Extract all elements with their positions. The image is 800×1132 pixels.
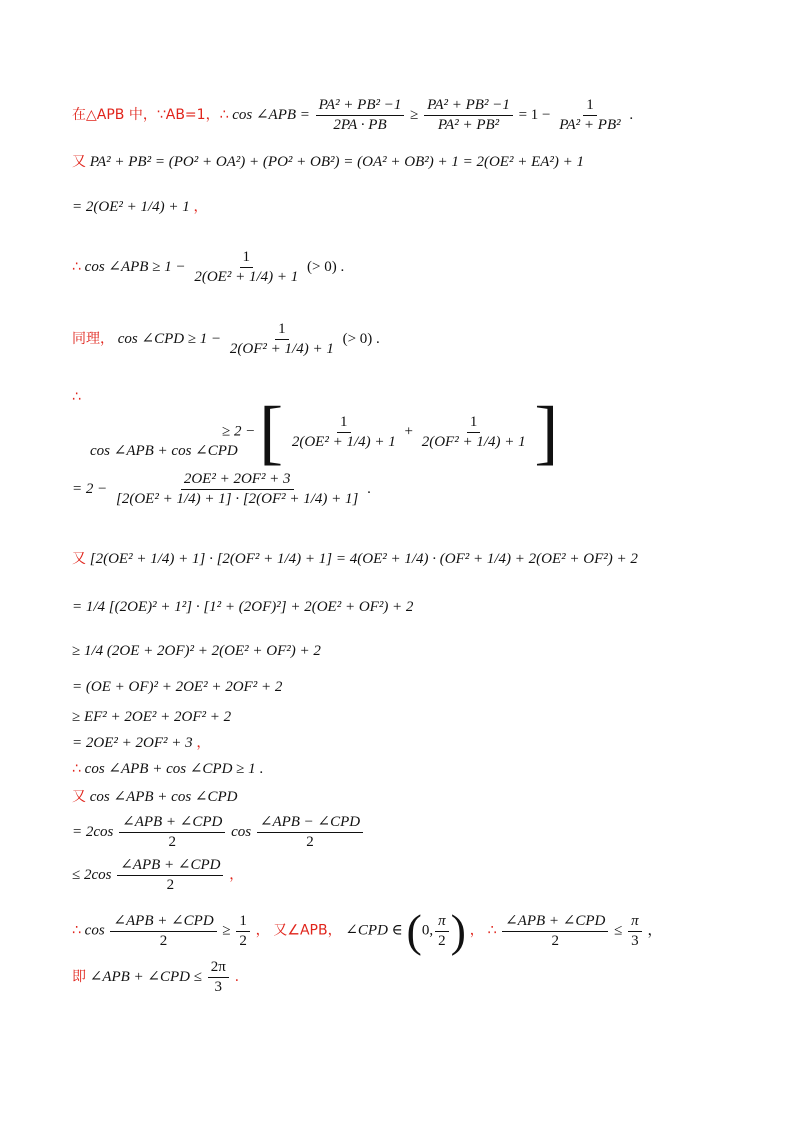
geq-sign: ≥ [222, 922, 231, 939]
line-cos-apb-bound [72, 250, 344, 285]
fraction-half-diff [257, 815, 363, 850]
frac-num: 2OE² + 2OF² + 3 [181, 472, 294, 490]
cos-word: cos [231, 823, 252, 840]
triangle-ineq-expr: ≥ EF² + 2OE² + 2OF² + 2 [72, 709, 232, 725]
therefore-symbol: ∴ [487, 922, 497, 939]
period: . [629, 106, 634, 123]
period: . [367, 480, 371, 497]
therefore-symbol: ∴ [72, 922, 81, 939]
fraction-reciprocal [556, 98, 623, 133]
again-label: 又 [72, 789, 86, 805]
line-law-of-cosines [72, 98, 633, 133]
line-final-result [72, 960, 239, 995]
frac-num: 2π [208, 960, 229, 978]
frac-den: 2PA · PB [333, 117, 387, 133]
frac-den: [2(OE² + 1/4) + 1] · [2(OF² + 1/4) + 1] [116, 491, 359, 507]
line-sum-bound [72, 390, 81, 405]
therefore-symbol: ∴ [72, 761, 81, 777]
fraction-bound [424, 98, 513, 133]
fraction-term-oe [289, 415, 399, 450]
frac-num: ∠APB − ∠CPD [257, 815, 363, 833]
cos-apb-def: cos ∠APB = [232, 106, 310, 123]
frac-num: ∠APB + ∠CPD [119, 815, 225, 833]
fraction-combined [113, 472, 361, 507]
line-sum-lhs [90, 444, 238, 459]
frac-num: PA² + PB² −1 [424, 98, 513, 116]
frac-den: 2(OF² + 1/4) + 1 [229, 341, 334, 357]
frac-den: 2(OF² + 1/4) + 1 [421, 433, 526, 450]
eq-one-minus: = 1 − [518, 106, 551, 123]
cauchy-bound-expr: ≥ 1/4 (2OE + 2OF)² + 2(OE² + OF²) + 2 [72, 643, 321, 659]
comma: ， [229, 866, 244, 883]
cauchy-expr: = 1/4 [(2OE)² + 1²] · [1² + (2OF)²] + 2(OE² + OF²) + 2 [72, 599, 414, 615]
comma: ， [255, 922, 270, 939]
frac-den: 2(OE² + 1/4) + 1 [291, 433, 396, 450]
fraction-pi-half [435, 914, 449, 949]
therefore-symbol: ∴ [72, 258, 81, 275]
fraction-of-bound [227, 322, 337, 357]
similarly-label: 同理， [72, 330, 114, 347]
interval-lower: 0, [421, 922, 434, 939]
sum-of-squares-expr: PA² + PB² = (PO² + OA²) + (PO² + OB²) = (OA² + OB²) + 1 = 2(OE² + EA²) + 1 [89, 154, 585, 170]
cos-word: cos [84, 922, 105, 939]
line-product-expansion [72, 552, 638, 567]
line-result-sum [72, 736, 210, 751]
frac-den: 2 [306, 834, 314, 850]
line-sum-to-product-start [72, 790, 238, 805]
frac-den: 2 [168, 834, 176, 850]
frac-den: 3 [214, 979, 223, 995]
line-cauchy [72, 600, 413, 615]
cos-sum-expr: cos ∠APB + cos ∠CPD [89, 789, 238, 805]
line-triangle-ineq [72, 710, 231, 725]
expand-square-expr: = (OE + OF)² + 2OE² + 2OF² + 2 [72, 679, 283, 695]
frac-num: ∠APB + ∠CPD [117, 858, 223, 876]
frac-den: PA² + PB² [559, 117, 621, 133]
two-cos: ≤ 2cos [72, 866, 112, 883]
positive-note: (> 0) [306, 258, 337, 275]
frac-num: 1 [583, 98, 597, 116]
cos-sum-geq-one: cos ∠APB + cos ∠CPD ≥ 1 [84, 761, 256, 777]
again-angle-label: 又∠APB， [273, 922, 342, 939]
left-paren: ( [406, 905, 422, 956]
cpd-in: ∠CPD ∈ [345, 922, 403, 939]
final-inequality: ∠APB + ∠CPD ≤ [89, 968, 202, 985]
line-cos-sum-geq-one [72, 762, 263, 777]
comma: ， [469, 922, 484, 939]
fraction-half-sum [110, 914, 216, 949]
frac-den: 2 [159, 932, 168, 949]
frac-den: 2 [438, 932, 446, 949]
line-sum-of-squares [72, 155, 584, 170]
line-cos-cpd-bound [72, 322, 380, 357]
frac-den: 2 [239, 932, 247, 949]
cos-cpd-lhs: cos ∠CPD ≥ 1 − [117, 330, 222, 347]
period: . [259, 761, 264, 777]
comma: ， [196, 735, 211, 751]
therefore-symbol: ∴ [72, 389, 81, 405]
line-cauchy-bound [72, 644, 321, 659]
again-label: 又 [72, 551, 86, 567]
frac-num: 1 [337, 415, 351, 433]
frac-den: 3 [631, 932, 639, 949]
cos-apb-lhs: cos ∠APB ≥ 1 − [84, 258, 186, 275]
geq-sign: ≥ [410, 106, 419, 123]
fraction-term-of [419, 415, 529, 450]
two-minus: = 2 − [72, 480, 108, 497]
frac-num: 1 [275, 322, 289, 340]
product-expansion-expr: [2(OE² + 1/4) + 1] · [2(OF² + 1/4) + 1] = 4(OE² + 1/4) · (OF² + 1/4) + 2(OE² + OF²) + 2 [89, 551, 638, 567]
right-bracket: ] [534, 392, 559, 472]
fraction-half-sum [119, 815, 225, 850]
two-minus: ≥ 2 − [222, 423, 256, 440]
period: . [340, 258, 345, 275]
fraction-half-sum [117, 858, 223, 893]
frac-num: ∠APB + ∠CPD [502, 914, 608, 932]
that-is-label: 即 [72, 968, 86, 985]
intro-text: 在△APB 中，∵AB=1，∴ [72, 106, 229, 123]
line-expand-square [72, 680, 282, 695]
line-simplified [72, 200, 208, 215]
line-conclusion-range [72, 905, 663, 956]
right-paren: ) [450, 905, 466, 956]
comma-plain: ， [647, 922, 663, 939]
cos-sum-lhs: cos ∠APB + cos ∠CPD [90, 443, 238, 459]
frac-den: 2 [166, 877, 175, 893]
frac-num: π [628, 914, 642, 932]
plus-sign: + [404, 423, 413, 440]
fraction-half-sum [502, 914, 608, 949]
frac-num: 1 [236, 914, 250, 932]
fraction-cosine-law [316, 98, 405, 133]
frac-num: π [435, 914, 449, 932]
fraction-one-half [236, 914, 250, 949]
fraction-pi-third [628, 914, 642, 949]
again-label: 又 [72, 154, 86, 170]
leq-sign: ≤ [614, 922, 623, 939]
line-combined-fraction [72, 472, 371, 507]
fraction-oe-bound [191, 250, 301, 285]
result-sum-expr: = 2OE² + 2OF² + 3 [72, 735, 193, 751]
line-sum-to-product [72, 815, 365, 850]
positive-note: (> 0) [342, 330, 373, 347]
line-sum-rhs [222, 392, 559, 472]
comma: ， [193, 199, 208, 215]
line-upper-bound [72, 858, 243, 893]
frac-num: PA² + PB² −1 [316, 98, 405, 116]
frac-num: 1 [467, 415, 481, 433]
left-bracket: [ [259, 392, 284, 472]
frac-num: ∠APB + ∠CPD [110, 914, 216, 932]
two-cos: = 2cos [72, 823, 114, 840]
simplified-expr: = 2(OE² + 1/4) + 1 [72, 199, 190, 215]
fraction-two-pi-third [208, 960, 229, 995]
frac-num: 1 [240, 250, 254, 268]
period: . [234, 968, 240, 985]
frac-den: PA² + PB² [437, 117, 500, 133]
frac-den: 2(OE² + 1/4) + 1 [194, 269, 299, 285]
frac-den: 2 [551, 932, 559, 949]
period: . [376, 330, 380, 347]
